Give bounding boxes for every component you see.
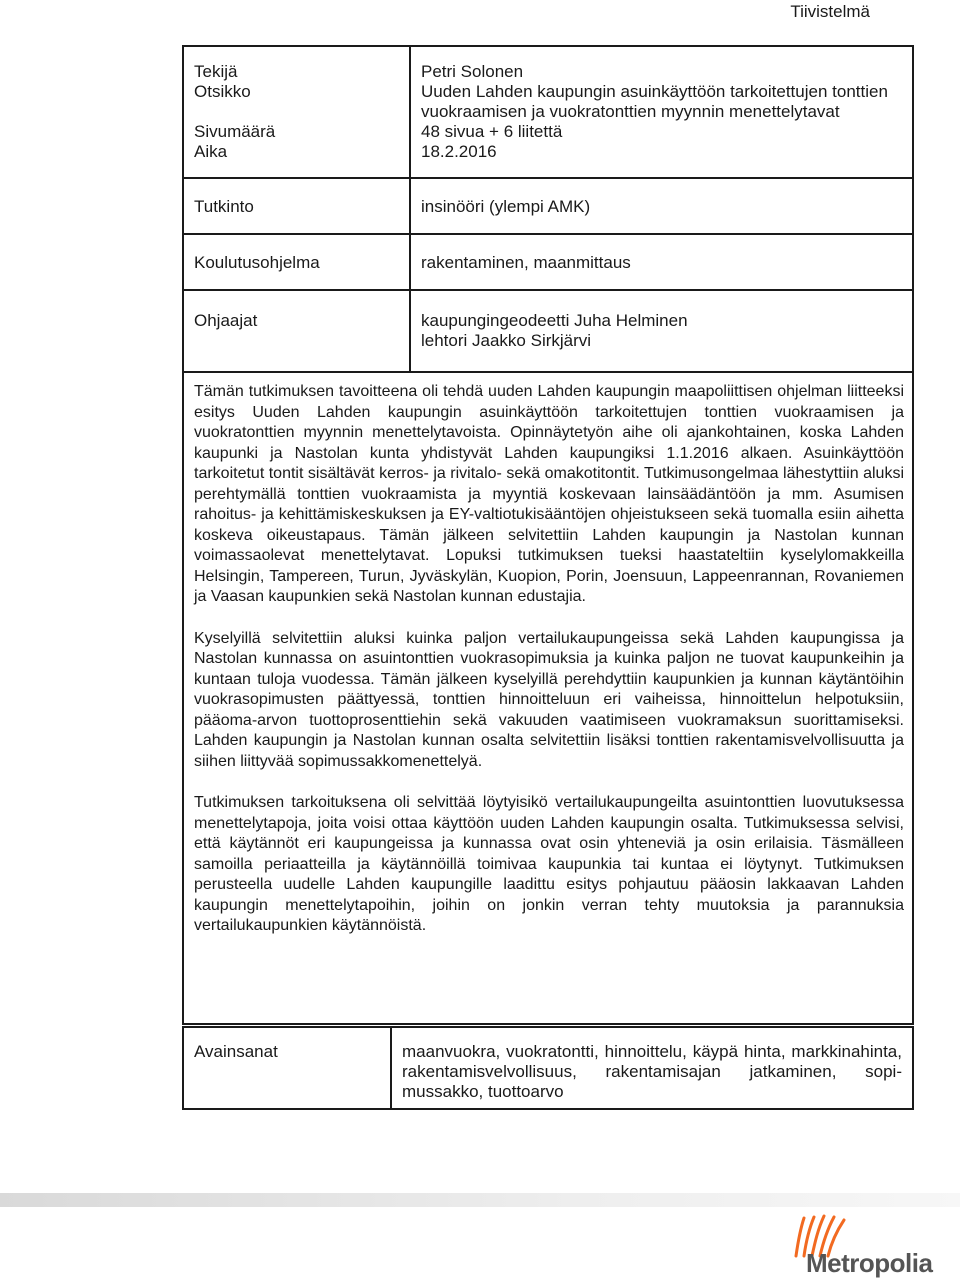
label-time: Aika: [194, 142, 228, 161]
label-spacer: [194, 102, 409, 122]
value-title-line2: vuokraamisen ja vuokratonttien myynnin menettelytavat: [421, 102, 840, 121]
keywords-label: Avainsanat: [184, 1028, 392, 1108]
label-pages: Sivumäärä: [194, 122, 276, 141]
value-author: Petri Solonen: [421, 62, 524, 81]
label-degree: Tutkinto: [184, 179, 411, 233]
abstract-sheet: [182, 45, 914, 1025]
value-degree: insinööri (ylempi AMK): [421, 197, 591, 216]
meta-row-degree: [184, 179, 912, 235]
metropolia-logo-text: Metropolia: [806, 1248, 933, 1278]
value-title-line1: Uuden Lahden kaupungin asuinkäyttöön tarkoitettujen tonttien: [421, 82, 888, 101]
meta-values-basic: [411, 47, 912, 177]
abstract-paragraph-1: Tämän tutkimuksen tavoitteena oli tehdä uuden Lahden kaupungin maapoliittisen ohjelman liitteeksi esitys Uuden Lahden kaupungin asuinkäyttöön tarkoitettujen tonttien vuokraamisen ja vuokratonttien myynnin menettelytavoista. Opinnäytetyön aihe oli ajankohtainen, koska Lahden kaupunki ja Nastolan kunta yhdistyvät Lahden kaupungiksi 1.1.2016 alkaen. Asuinkäyttöön tarkoitetut tontit sisältävät kerros- ja rivitalo- sekä omakotitontit. Tutkimusongelmaa lähestyttiin aluksi perehtymällä tonttien vuokraamista ja myyntiä koskevaan lainsäädäntöön ja mm. Asumisen rahoitus- ja kehittämiskeskuksen ja EY-valtiotukisääntöjen ohjeistukseen sekä tuomalla esiin aihetta koskeva oikeustapaus. Tämän jälkeen selvitettiin Lahden kaupungin ja Nastolan kunnan voimassaolevat menettelytavat. Lopuksi tutkimuksen tueksi haastateltiin kyselylomakkeilla Helsingin, Tampereen, Turun, Jyväskylän, Kuopion, Porin, Joensuun, Lappeenrannan, Rovaniemen ja Vaasan kaupunkien sekä Nastolan kunnan edustajia.: [194, 383, 904, 605]
label-author: Tekijä: [194, 62, 238, 81]
abstract-body: [184, 373, 912, 937]
footer-gradient-bar: [0, 1193, 960, 1207]
label-supervisors: Ohjaajat: [184, 291, 411, 371]
value-supervisor-2: lehtori Jaakko Sirkjärvi: [421, 331, 592, 350]
value-pages: 48 sivua + 6 liitettä: [421, 122, 563, 141]
value-supervisors: [411, 291, 912, 371]
page-header-title: Tiivistelmä: [790, 2, 870, 21]
meta-labels-basic: [184, 47, 411, 177]
meta-row-programme: [184, 235, 912, 291]
label-programme: Koulutusohjelma: [184, 235, 411, 289]
meta-row-basic: [184, 47, 912, 179]
abstract-paragraph-3: Tutkimuksen tarkoituksena oli selvittää löytyisikö vertailukaupungeilta asuintonttien luovutuksessa menettelytapoja, joita voisi ottaa käyttöön uuden Lahden kaupungin osalta. Tutkimuksessa selvisi, että käytännöt eri kaupungeissa ja kunnassa ovat osin yhteneviä ja osin erilaisia. Täsmälleen samoilla periaatteilla ja käytännöillä toimivaa kaupunkia tai kuntaa ei löytynyt. Tutkimuksen perusteella uudelle Lahden kaupungille laadittu esitys pohjautuu pääosin lakkaavan Lahden kaupungin menettelytapoihin, joihin on jonkin verran tehty muutoksia ja parannuksia vertailukaupunkien käytännöistä.: [194, 794, 904, 934]
keywords-box: [182, 1026, 914, 1110]
label-title: Otsikko: [194, 82, 251, 101]
keywords-value: maanvuokra, vuokratontti, hinnoittelu, käypä hinta, markkinahinta, rakentamisvelvollisuus, rakentamisajan jatkaminen, sopimussakko, tuottoarvo: [402, 1042, 902, 1101]
value-time: 18.2.2016: [421, 142, 497, 161]
value-supervisor-1: kaupungingeodeetti Juha Helminen: [421, 311, 688, 330]
abstract-paragraph-2: Kyselyillä selvitettiin aluksi kuinka paljon vertailukaupungeissa sekä Lahden kaupungissa ja Nastolan kunnassa on asuintonttien vuokrasopimuksia ja kuinka paljon ne tuovat kaupunkeihin ja kuntaan tuloja vuodessa. Tämän jälkeen kyselyillä perehdyttiin kaupunkien ja kunnan käytäntöihin vuokrasopimusten päättyessä, tonttien hinnoitteluun eri vaiheissa, hinnoittelun helpotuksiin, pääoma-arvon tuottoprosenttiehin sekä vakuuden vaatimiseen vuokramaksun suorittamiseksi. Lahden kaupungin ja Nastolan kunnan osalta selvitettiin lisäksi tonttien rakentamisvelvollisuutta ja siihen liittyvää sopimussakkomenettelyä.: [194, 629, 904, 770]
value-programme: rakentaminen, maanmittaus: [421, 253, 631, 272]
meta-row-supervisors: [184, 291, 912, 373]
